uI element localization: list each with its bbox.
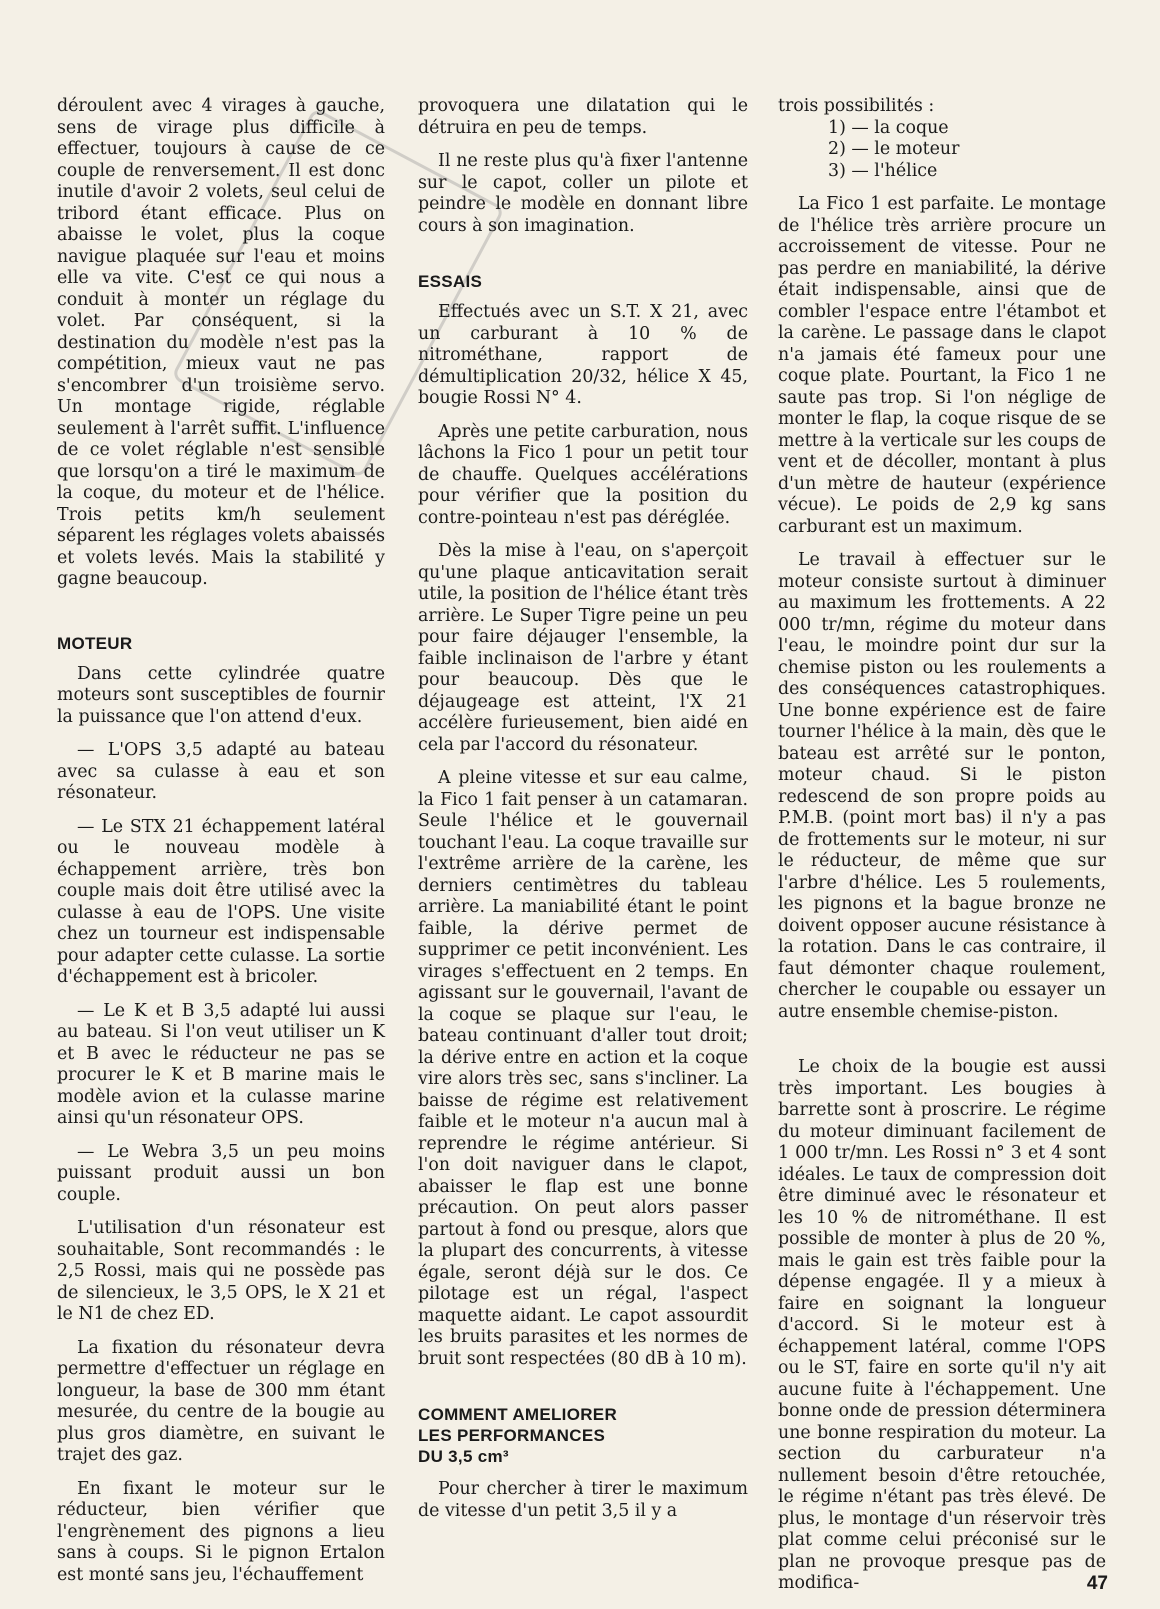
section-heading-essais: ESSAIS (418, 272, 483, 291)
paragraph: Il ne reste plus qu'à fixer l'antenne sur le capot, coller un pilote et peindre le modèle en donnant libre cours à son imagination. (418, 151, 748, 236)
paragraph: En fixant le moteur sur le réducteur, bien vérifier que l'engrènement des pignons a lieu sans à coups. Si le pignon Ertalon est monté sans jeu, l'échauffement (57, 1478, 385, 1585)
section-heading-moteur: MOTEUR (57, 633, 133, 653)
list-item: 3) — l'hélice (828, 160, 938, 181)
paragraph: — L'OPS 3,5 adapté au bateau avec sa culasse à eau et son résonateur. (57, 740, 385, 803)
paragraph: La Fico 1 est parfaite. Le montage de l'hélice très arrière procure un accroissement de vitesse. Pour ne pas perdre en maniabilité, la dérive était indispensable, ainsi que de combler l'espace entre l'étambot et la carène. Le passage dans le clapot n'a jamais été fameux pour une coque plate. Pourtant, la Fico 1 ne saute pas trop. Si l'on néglige de monter le flap, la coque risque de se mettre à la verticale sur les coups de vent et de décoller, montant à plus d'un mètre de hauteur (expérience vécue). Le poids de 2,9 kg sans carburant est un maximum. (778, 194, 1106, 537)
heading-line: DU 3,5 cm³ (418, 1447, 509, 1466)
paragraph: Après une petite carburation, nous lâchons la Fico 1 pour un petit tour de chauffe. Quelques accélérations pour vérifier que la position du contre-pointeau n'est pas déréglée. (418, 421, 748, 528)
paragraph: — Le STX 21 échappement latéral ou le nouveau modèle à échappement arrière, très bon couple mais doit être utilisé avec la culasse à eau de l'OPS. Une visite chez un tourneur est indispensable pour adapter cette culasse. La sortie d'échappement est à bricoler. (57, 816, 385, 987)
paragraph: provoquera une dilatation qui le détruira en peu de temps. (418, 96, 748, 138)
paragraph: — Le Webra 3,5 un peu moins puissant produit aussi un bon couple. (57, 1141, 385, 1205)
paragraph: A pleine vitesse et sur eau calme, la Fico 1 fait penser à un catamaran. Seule l'hélice et le gouvernail touchant l'eau. La coque travaille sur l'extrême arrière de la carène, les derniers centimètres du tableau arrière. La maniabilité étant le point faible, la dérive permet de supprimer ce petit inconvénient. Les virages s'effectuent en 2 temps. En agissant sur le gouvernail, l'avant de la coque se plaque sur l'eau, le bateau continuant d'aller tout droit; la dérive entre en action et la coque vire alors très sec, sans s'incliner. La baisse de régime est relativement faible et le moteur n'a aucun mal à reprendre le régime antérieur. Si l'on doit naviguer dans le clapot, abaisser le flap est une bonne précaution. On peut alors passer partout à fond ou presque, alors que la plupart des concurrents, à vitesse égale, seront déjà sur le dos. Ce pilotage est un régal, l'aspect maquette aidant. Le capot assourdit les bruits parasites et les normes de bruit sont respectées (80 dB à 10 m). (418, 768, 748, 1369)
paragraph: Le travail à effectuer sur le moteur consiste surtout à diminuer au maximum les frottements. A 22 000 tr/mn, régime du moteur dans l'eau, le moindre point dur sur la chemise piston ou les roulements a des conséquences catastrophiques. Une bonne expérience est de faire tourner l'hélice à la main, dès que le bateau est arrêté sur le ponton, moteur chaud. Si le piston redescend de son propre poids au P.M.B. (point mort bas) il n'y a pas de frottements sur le moteur, ni sur le réducteur, de même que sur l'arbre d'hélice. Les 5 roulements, les pignons et la bague bronze ne doivent opposer aucune résistance à la rotation. Dans le cas contraire, il faut démonter chaque roulement, chercher le coupable ou essayer un autre ensemble chemise-piston. (778, 550, 1106, 1022)
paragraph: déroulent avec 4 virages à gauche, sens de virage plus difficile à effectuer, toujours à cause de ce couple de renversement. Il est donc inutile d'avoir 2 volets, seul celui de tribord étant efficace. Plus on abaisse le volet, plus la coque navigue plaquée sur l'eau et moins elle va vite. C'est ce qui nous a conduit à monter un réglage du volet. Par conséquent, si la destination du modèle n'est pas la compétition, mieux vaut ne pas s'encombrer d'un troisième servo. Un montage rigide, réglable seulement à l'arrêt suffit. L'influence de ce volet réglable n'est sensible que lorsqu'on a tiré le maximum de la coque, du moteur et de l'hélice. Trois petits km/h seulement séparent les réglages volets abaissés et volets levés. Mais la stabilité y gagne beaucoup. (57, 96, 385, 589)
paragraph: trois possibilités : (778, 96, 935, 116)
paragraph: La fixation du résonateur devra permettre d'effectuer un réglage en longueur, la base de 300 mm étant mesurée, du centre de la bougie au plus gros diamètre, en suivant le trajet des gaz. (57, 1337, 385, 1465)
possibilities-list (828, 118, 1106, 183)
paragraph: Dès la mise à l'eau, on s'aperçoit qu'une plaque anticavitation serait utile, la position de l'hélice étant très arrière. Le Super Tigre peine un peu pour faire déjauger l'ensemble, la faible inclinaison de l'arbre y étant pour beaucoup. Dès que le déjaugeage est atteint, l'X 21 accélère furieusement, bien aidé en cela par l'accord du résonateur. (418, 541, 748, 755)
paragraph: Effectués avec un S.T. X 21, avec un carburant à 10 % de nitrométhane, rapport de démultiplication 20/32, hélice X 45, bougie Rossi N° 4. (418, 302, 748, 408)
page-number: 47 (1086, 1573, 1108, 1594)
paragraph: Pour chercher à tirer le maximum de vitesse d'un petit 3,5 il y a (418, 1479, 748, 1521)
list-item: 1) — la coque (828, 117, 949, 138)
paragraph: Le choix de la bougie est aussi très important. Les bougies à barrette sont à proscrire. Le régime du moteur diminuant facilement de 1 000 tr/mn. Les Rossi n° 3 et 4 sont idéales. Le taux de compression doit être diminué avec le résonateur et les 10 % de nitrométhane. Il est possible de monter à plus de 20 %, mais le gain est très faible pour la dépense engagée. Il y a mieux à faire en soignant la longueur d'accord. Si le moteur est à échappement latéral, comme l'OPS ou le ST, faire en sorte qu'il n'y ait aucune fuite à l'échappement. Une bonne onde de pression déterminera une bonne respiration du moteur. La section du carburateur n'a nullement besoin d'être retouchée, le régime n'étant pas très élevé. De plus, le montage d'un réservoir très plat comme celui préconisé sur le plan ne provoque presque pas de modifica- (778, 1057, 1106, 1593)
column-1 (57, 96, 385, 1598)
paragraph: L'utilisation d'un résonateur est souhaitable, Sont recommandés : le 2,5 Rossi, mais qui ne possède pas de silencieux, le 3,5 OPS, le X 21 et le N1 de chez ED. (57, 1218, 385, 1324)
paragraph: — Le K et B 3,5 adapté lui aussi au bateau. Si l'on veut utiliser un K et B avec le réducteur ne pas se procurer le K et B marine mais le modèle avion et la culasse marine ainsi qu'un résonateur OPS. (57, 1000, 385, 1128)
column-3 (778, 96, 1106, 1607)
heading-line: LES PERFORMANCES (418, 1426, 606, 1445)
heading-line: COMMENT AMELIORER (418, 1405, 618, 1424)
column-2 (418, 96, 748, 1534)
section-heading-comment-ameliorer (418, 1404, 748, 1467)
paragraph: Dans cette cylindrée quatre moteurs sont susceptibles de fournir la puissance que l'on attend d'eux. (57, 663, 385, 727)
list-item: 2) — le moteur (828, 139, 960, 159)
